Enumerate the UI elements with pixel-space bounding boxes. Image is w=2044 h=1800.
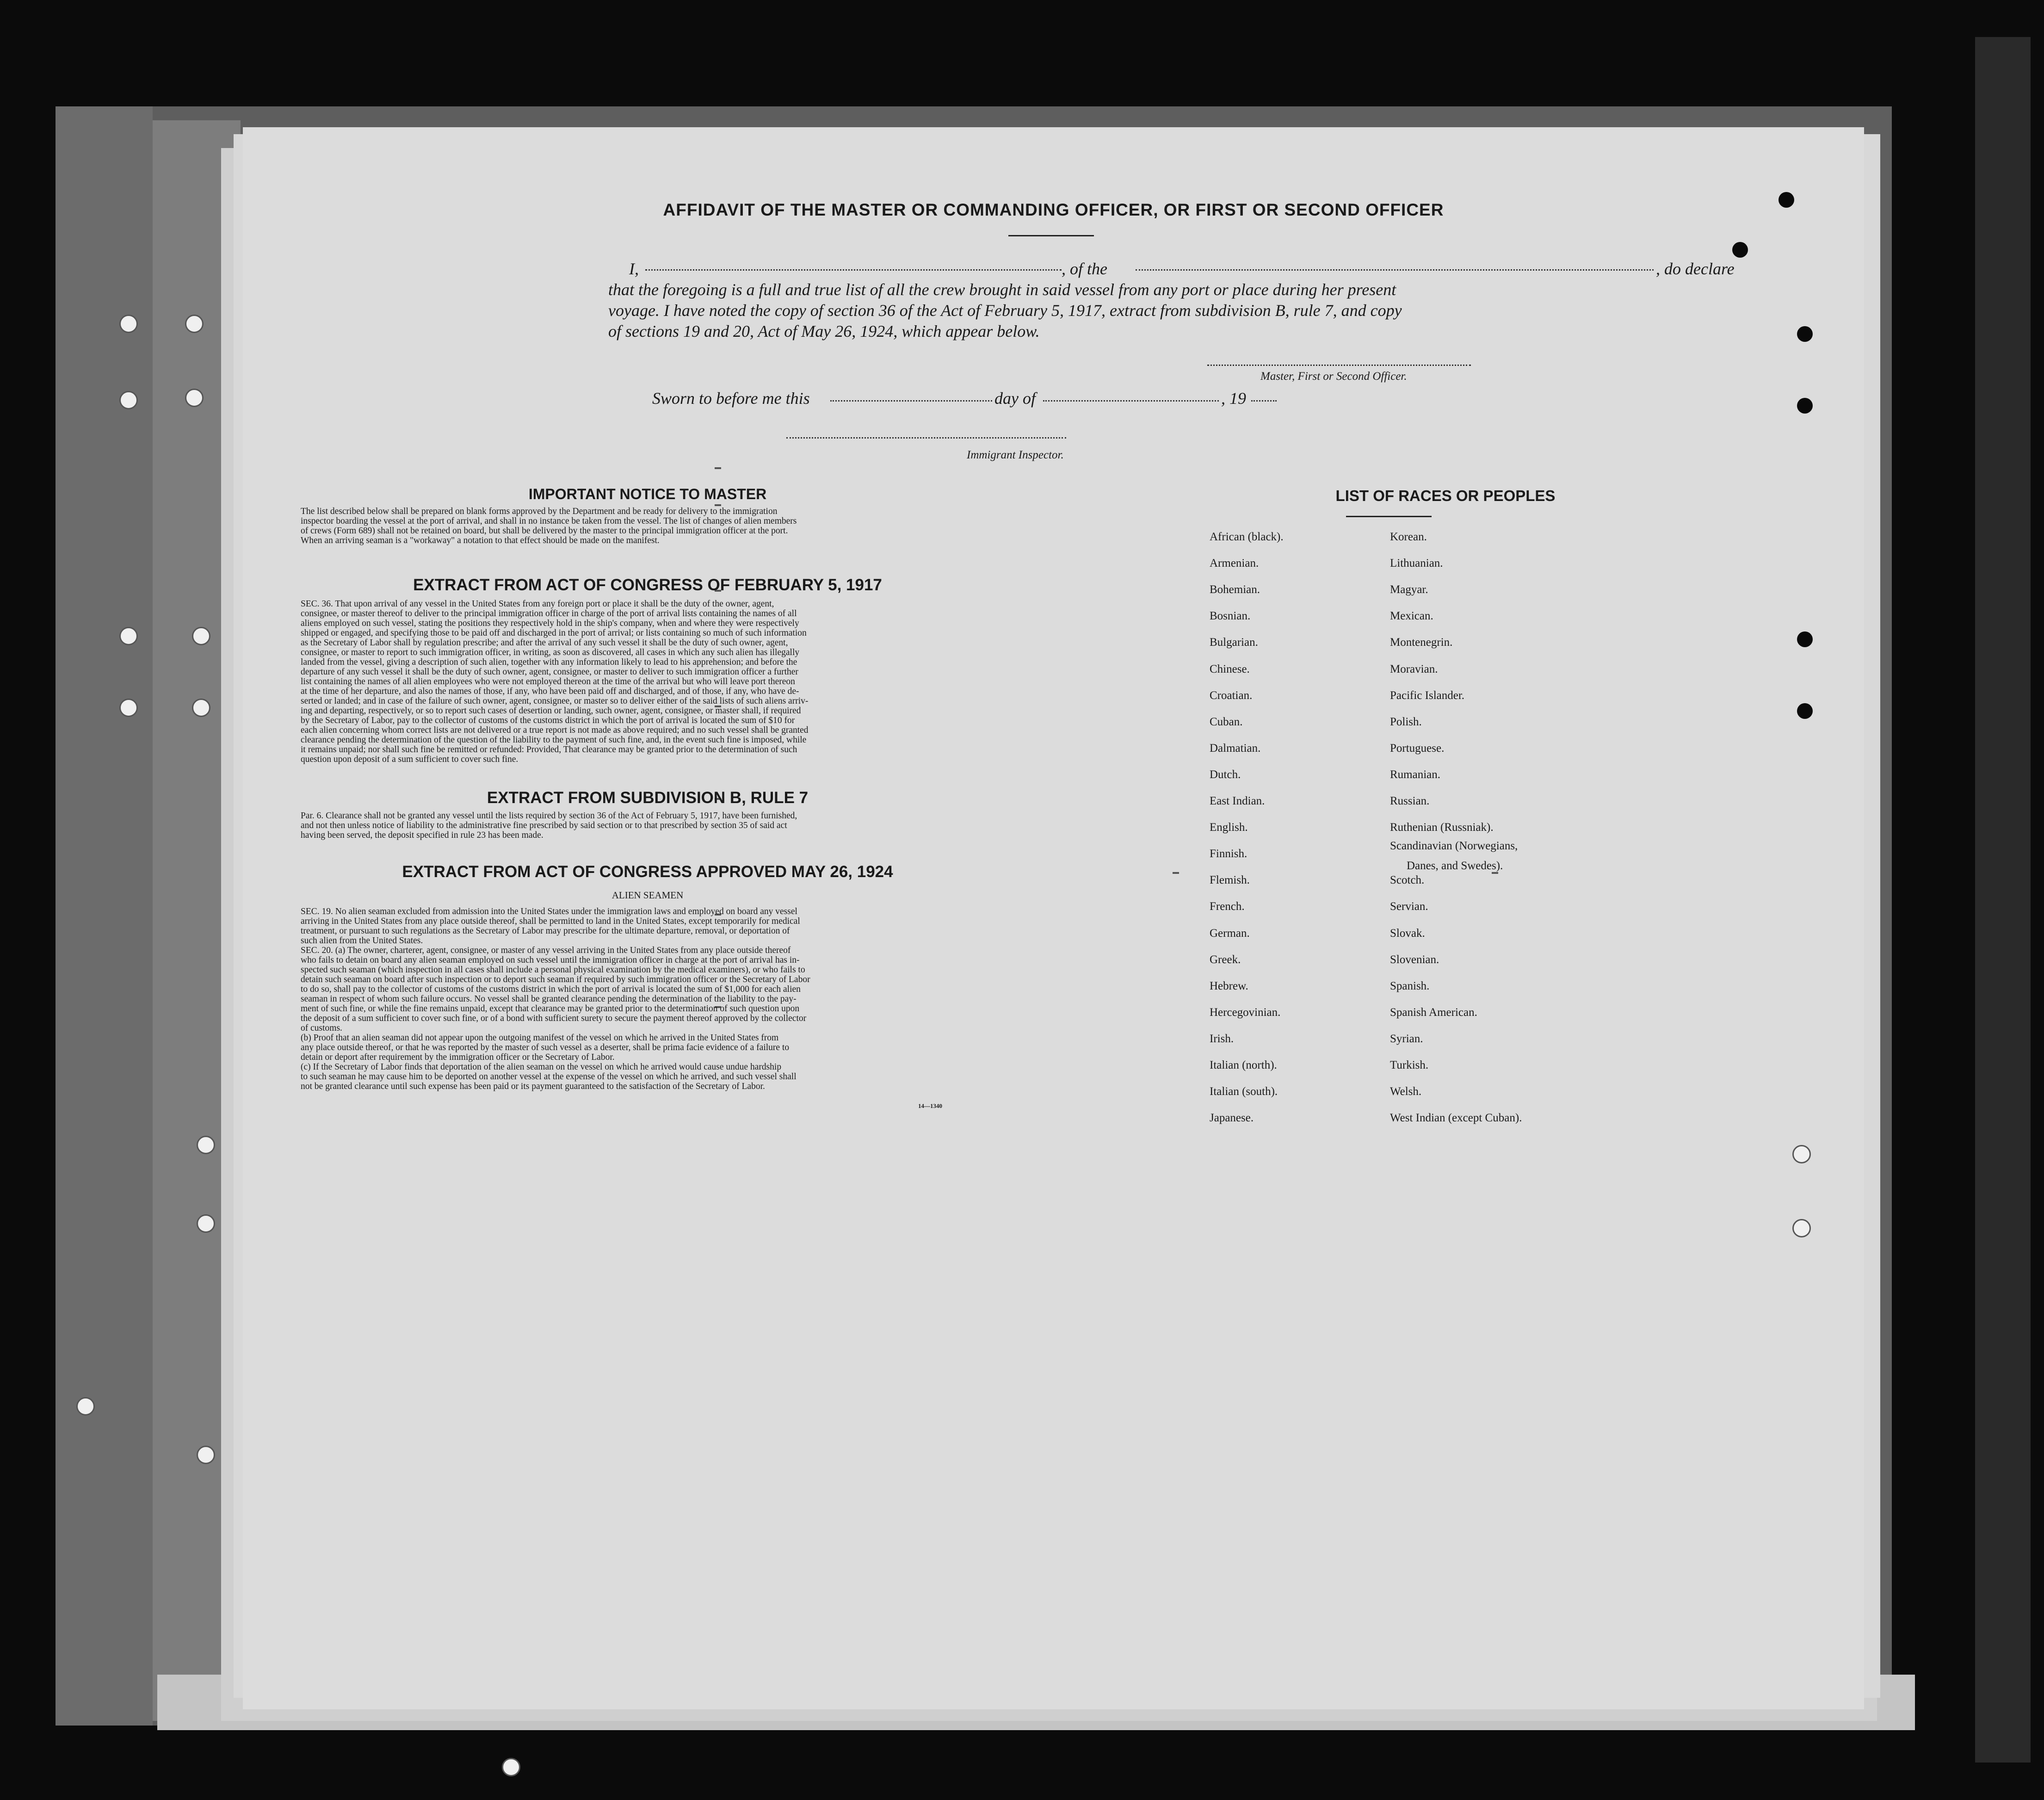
race-item: Bulgarian. [1210,636,1258,649]
dark-edge [1975,37,2031,1763]
race-item: Irish. [1210,1032,1234,1045]
declaration-i: I, [629,260,639,278]
race-item: Hebrew. [1210,979,1248,992]
extract-1924-title: EXTRACT FROM ACT OF CONGRESS APPROVED MAY 26, 1924 [402,863,893,881]
declaration-of-the: , of the [1062,260,1107,278]
race-item: English. [1210,821,1248,834]
extract-1924-line: who fails to detain on board any alien seaman employed on such vessel until the immigration officer in charge at the port of arrival has in- [301,955,800,965]
punch-hole [1792,1219,1811,1237]
notice-line: The list described below shall be prepared on blank forms approved by the Department and be ready for delivery to the immigration [301,507,778,516]
vessel-blank[interactable] [1136,269,1654,271]
extract-1924-line: ment of such fine, or while the fine remains unpaid, except that clearance may be granted prior to the determination of such question upon [301,1004,800,1014]
inspector-caption: Immigrant Inspector. [967,449,1064,461]
extract-1917-line: it remains unpaid; nor shall such fine be remitted or refunded: Provided, That clearance may be granted prior to the determination of such [301,745,797,755]
form-number: 14—1340 [918,1102,942,1109]
race-item: Slovenian. [1390,953,1439,966]
extract-1917-line: at the time of her departure, and also the names of those, if any, who have been paid off and discharged, and of those, if any, who have de- [301,687,799,696]
race-item: Spanish American. [1390,1006,1477,1019]
binder-hole [192,627,210,645]
race-item: Magyar. [1390,583,1428,596]
race-item: Japanese. [1210,1112,1254,1125]
notice-line: of crews (Form 689) shall not be retained on board, but shall be delivered by the master to the principal immigration officer at the port. [301,526,788,536]
master-caption: Master, First or Second Officer. [1260,370,1407,383]
rule7-line: and not then unless notice of liability to the administrative fine prescribed by said section or to that prescribed by section 35 of said act [301,821,787,830]
race-item: Ruthenian (Russniak). [1390,821,1494,834]
declaration-do-declare: , do declare [1656,260,1735,278]
binder-spine [56,106,153,1726]
declaration-line-2: that the foregoing is a full and true list of all the crew brought in said vessel from any port or place during her present [608,280,1396,299]
extract-1917-line: by the Secretary of Labor, pay to the collector of customs of the customs district in which the port of arrival is located the sum of $10 for [301,716,795,725]
race-item: French. [1210,900,1245,913]
extract-1917-line: each alien concerning whom correct lists are not delivered or a true report is not made as above required; and no such vessel shall be granted [301,725,809,735]
race-item: Italian (north). [1210,1059,1277,1071]
extract-1917-title: EXTRACT FROM ACT OF CONGRESS OF FEBRUARY 5, 1917 [413,576,882,594]
extract-1917-line: ing and departing, respectively, or so to report such cases of desertion or landing, such owner, agent, consignee, or master shall, if required [301,706,801,716]
binder-hole [185,389,204,407]
race-item: Lithuanian. [1390,557,1443,570]
extract-1917-line: aliens employed on such vessel, stating the positions they respectively hold in the ship's company, when and where they were respectively [301,619,799,628]
race-item: Spanish. [1390,979,1430,992]
race-item: Dutch. [1210,768,1241,781]
races-rule [1346,516,1432,517]
extract-1917-line: clearance pending the determination of the question of the liability to the payment of such fine, and, in the event such fine is imposed, while [301,735,807,745]
binder-hole [119,391,138,409]
declaration-line-4: of sections 19 and 20, Act of May 26, 1924, which appear below. [608,322,1040,340]
race-item: Greek. [1210,953,1241,966]
document-sheet [243,127,1864,1709]
race-item: Korean. [1390,531,1427,543]
binder-hole [76,1397,95,1416]
punch-hole [1792,1145,1811,1163]
sworn-year: , 19 [1221,389,1246,408]
speck [715,504,721,506]
extract-1924-line: SEC. 20. (a) The owner, charterer, agent, consignee, or master of any vessel arriving in the United States from any place outside thereof [301,946,791,955]
extract-1924-line: detain such seaman on board after such inspection or to deport such seaman if required by such immigration officer or the Secretary of Labor [301,975,810,984]
race-item: Rumanian. [1390,768,1441,781]
extract-1917-line: list containing the names of all alien employees who were not employed thereon at the time of the arrival but who will leave port thereon [301,677,795,687]
extract-1924-line: seaman in respect of whom such failure occurs. No vessel shall be granted clearance pending the determination of the liability to the pay- [301,994,797,1004]
title-rule [1008,235,1094,236]
race-item: Finnish. [1210,847,1247,860]
punch-hole [1732,242,1748,258]
affidavit-title: AFFIDAVIT OF THE MASTER OR COMMANDING OFFICER, OR FIRST OR SECOND OFFICER [663,200,1444,219]
race-item: Hercegovinian. [1210,1006,1281,1019]
sworn-month-blank[interactable] [1043,400,1219,402]
extract-1924-line: (b) Proof that an alien seaman did not appear upon the outgoing manifest of the vessel on which he arrived in the United States from [301,1033,779,1043]
name-blank[interactable] [645,269,1062,271]
extract-1924-line: of customs. [301,1023,342,1033]
extract-1924-line: arriving in the United States from any place outside thereof, shall be permitted to land in the United States, except temporarily for medical [301,916,800,926]
race-item: Russian. [1390,795,1430,807]
binder-hole [197,1136,215,1154]
inspector-signature-blank[interactable] [786,437,1066,439]
extract-1917-line: SEC. 36. That upon arrival of any vessel in the United States from any foreign port or place it shall be the duty of the owner, agent, [301,599,774,609]
extract-1924-line: spected such seaman (which inspection in all cases shall include a personal physical examination by the medical examiners), or who fails to [301,965,805,975]
punch-hole [1797,398,1813,414]
race-item: Croatian. [1210,689,1253,702]
race-item: Slovak. [1390,927,1425,940]
punch-hole [1797,703,1813,719]
declaration-line-3: voyage. I have noted the copy of section 36 of the Act of February 5, 1917, extract from subdivision B, rule 7, and copy [608,301,1402,320]
race-item: Turkish. [1390,1059,1429,1071]
race-item: German. [1210,927,1250,940]
notice-title: IMPORTANT NOTICE TO MASTER [528,486,767,502]
race-item: Scotch. [1390,874,1425,887]
extract-1924-line: to such seaman he may cause him to be deported on another vessel at the expense of the vessel on which he arrived, and such vessel shall [301,1072,797,1082]
binder-hole [119,699,138,717]
race-item: Danes, and Swedes). [1407,860,1503,872]
rule7-title: EXTRACT FROM SUBDIVISION B, RULE 7 [487,789,809,807]
extract-1917-line: serted or landed; and in case of the failure of such owner, agent, consignee, or master so to deliver either of the said lists of such aliens arriv- [301,696,809,706]
extract-1924-line: such alien from the United States. [301,936,423,946]
extract-1917-line: as the Secretary of Labor shall by regulation prescribe; and after the arrival of any such vessel it shall be the duty of such owner, agent, [301,638,788,648]
sworn-text: Sworn to before me this [652,389,810,408]
race-item: Chinese. [1210,662,1250,675]
race-item: African (black). [1210,531,1284,543]
speck [1173,872,1179,874]
rule7-line: Par. 6. Clearance shall not be granted any vessel until the lists required by section 36 of the Act of February 5, 1917, have been furnished, [301,811,797,821]
race-item: Cuban. [1210,715,1243,728]
race-item: Armenian. [1210,557,1259,570]
notice-line: When an arriving seaman is a "workaway" a notation to that effect should be made on the manifest. [301,536,660,545]
binder-hole [197,1214,215,1233]
extract-1917-line: consignee, or master thereof to deliver to the principal immigration officer in charge of the port of arrival lists containing the names of all [301,609,797,619]
sworn-day-blank[interactable] [830,400,992,402]
race-item: Bohemian. [1210,583,1260,596]
race-item: Italian (south). [1210,1085,1278,1098]
race-item: Mexican. [1390,610,1433,623]
extract-1924-line: SEC. 19. No alien seaman excluded from admission into the United States under the immigration laws and employed on board any vessel [301,907,797,916]
race-item: Welsh. [1390,1085,1422,1098]
race-item: Portuguese. [1390,742,1445,755]
extract-1924-line: the deposit of a sum sufficient to cover such fine, or of a bond with sufficient surety to secure the payment thereof approved by the collector [301,1014,807,1023]
binder-hole [119,627,138,645]
extract-1924-line: treatment, or pursuant to such regulations as the Secretary of Labor may prescribe for the ultimate departure, removal, or deportation of [301,926,790,936]
master-signature-blank[interactable] [1207,365,1471,366]
race-item: Moravian. [1390,662,1438,675]
extract-1924-line: (c) If the Secretary of Labor finds that deportation of the alien seaman on the vessel on which he arrived would cause undue hardship [301,1062,782,1072]
race-item: East Indian. [1210,795,1265,807]
extract-1917-line: question upon deposit of a sum sufficient to cover such fine. [301,755,519,764]
race-item: Polish. [1390,715,1422,728]
extract-1924-line: any place outside thereof, or that he was reported by the master of such vessel as a deserter, shall be prima facie evidence of a failure to [301,1043,790,1052]
races-title: LIST OF RACES OR PEOPLES [1335,487,1556,504]
race-item: Flemish. [1210,874,1250,887]
extract-1917-line: shipped or engaged, and specifying those to be paid off and discharged in the port of arrival; or lists containing so much of such information [301,628,807,638]
extract-1917-line: departure of any such vessel it shall be the duty of such owner, agent, consignee, or master to deliver to such immigration officer a further [301,667,798,677]
speck [715,467,721,469]
extract-1917-line: consignee, or master to report to such immigration officer, in writing, as soon as discovered, all cases in which any such alien has illegally [301,648,800,657]
notice-line: inspector boarding the vessel at the port of arrival, and shall in no instance be taken from the vessel. The list of changes of alien members [301,516,797,526]
race-item: Servian. [1390,900,1428,913]
sworn-day-of: day of [994,389,1036,408]
binder-hole [502,1758,520,1776]
race-item: Montenegrin. [1390,636,1453,649]
binder-hole [119,315,138,333]
alien-seamen-subtitle: ALIEN SEAMEN [611,890,684,901]
extract-1924-line: detain or deport after requirement by the immigration officer or the Secretary of Labor. [301,1052,615,1062]
race-item: Pacific Islander. [1390,689,1465,702]
punch-hole [1797,631,1813,647]
binder-hole [185,315,204,333]
rule7-line: having been served, the deposit specified in rule 23 has been made. [301,830,543,840]
extract-1917-line: landed from the vessel, giving a description of such alien, together with any information likely to lead to his apprehension; and before the [301,657,797,667]
race-item: Scandinavian (Norwegians, [1390,840,1518,853]
sworn-year-blank[interactable] [1251,400,1277,402]
binder-hole [192,699,210,717]
race-item: Dalmatian. [1210,742,1261,755]
extract-1924-line: not be granted clearance until such expense has been paid or its payment guaranteed to the satisfaction of the Secretary of Labor. [301,1082,765,1091]
race-item: West Indian (except Cuban). [1390,1112,1522,1125]
extract-1924-line: to do so, shall pay to the collector of customs of the customs district in which the port of arrival is located the sum of $1,000 for each alien [301,984,801,994]
race-item: Syrian. [1390,1032,1423,1045]
punch-hole [1797,326,1813,342]
binder-hole [197,1446,215,1464]
race-item: Bosnian. [1210,610,1251,623]
